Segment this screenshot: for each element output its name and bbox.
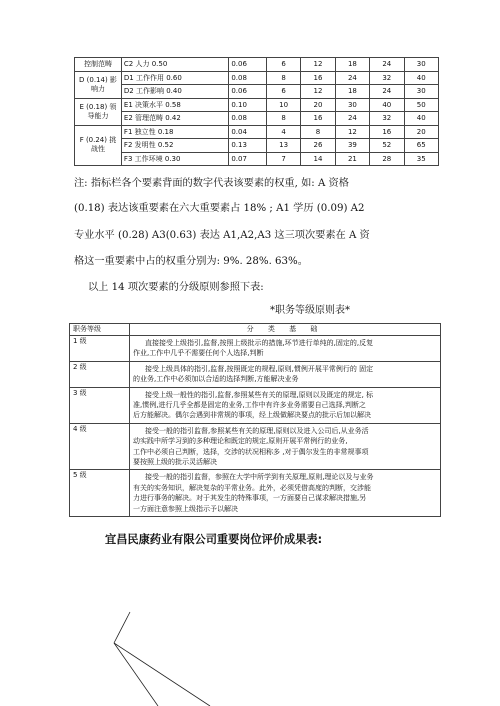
grade-level: 1 级	[70, 336, 130, 362]
score-cell: 6	[266, 58, 300, 72]
table-row	[75, 152, 439, 166]
score-cell: 12	[301, 58, 335, 72]
table-header-row	[70, 324, 441, 336]
sub-factor-cell: F3 工作环境 0.30	[121, 152, 228, 166]
score-cell: 35	[404, 152, 438, 166]
score-cell: 8	[266, 71, 300, 85]
score-cell: 65	[404, 139, 438, 153]
description-line: 力进行事务的解决。对于其发生的特殊事项，一方面要自己谋求解决措施,另	[133, 494, 367, 503]
job-grade-table	[69, 323, 441, 517]
table-row	[70, 336, 441, 362]
sub-factor-cell: E1 决策水平 0.58	[121, 98, 228, 112]
grade-description	[130, 470, 441, 517]
grade-description	[130, 423, 441, 470]
score-cell: 32	[370, 112, 404, 126]
description-line: 接受上级具体的指引,监督,按照既定的规程,原则,惯例开展平常例行的 固定	[145, 364, 374, 373]
table-row	[75, 112, 439, 126]
category-cell: F (0.24) 挑战性	[75, 125, 122, 166]
weight-cell: 0.06	[229, 58, 267, 72]
description-line: 准,惯例,进行几乎全都是固定的业务,工作中有许多业务需要自己选择,判断之	[133, 401, 366, 410]
score-cell: 30	[335, 98, 369, 112]
table-row	[75, 58, 439, 72]
score-cell: 24	[335, 112, 369, 126]
grade-level: 3 级	[70, 387, 130, 423]
sub-factor-cell: F2 发明性 0.52	[121, 139, 228, 153]
score-cell: 21	[335, 152, 369, 166]
score-cell: 26	[301, 139, 335, 153]
score-cell: 39	[335, 139, 369, 153]
weight-cell: 0.08	[229, 71, 267, 85]
score-cell: 14	[301, 152, 335, 166]
description-line: 作业,工作中几乎不需要任何个人选择,判断	[133, 349, 264, 358]
grade-level: 4 级	[70, 423, 130, 470]
score-cell: 12	[335, 125, 369, 139]
weight-cell: 0.07	[229, 152, 267, 166]
sub-factor-cell: C2 人力 0.50	[121, 58, 228, 72]
description-line: 接受上级一般性的指引,监督,参照某些有关的原理,原则以及既定的规定, 标	[145, 390, 374, 399]
score-cell: 24	[370, 58, 404, 72]
score-cell: 20	[301, 98, 335, 112]
description-line: 后方能解决。偶尔会遇到非常规的事项，经上级做解决要点的批示后加以解决	[133, 411, 371, 420]
score-cell: 52	[370, 139, 404, 153]
score-cell: 18	[335, 58, 369, 72]
score-cell: 7	[266, 152, 300, 166]
sub-factor-cell: F1 独立性 0.18	[121, 125, 228, 139]
weight-cell: 0.10	[229, 98, 267, 112]
score-cell: 24	[335, 71, 369, 85]
description-line: 工作中必须自己判断，选择，交涉的状况相称多 ,对于偶尔发生的非常规事项	[133, 447, 369, 456]
score-cell: 50	[404, 98, 438, 112]
weight-cell: 0.04	[229, 125, 267, 139]
score-cell: 30	[404, 85, 438, 99]
diagonal-line	[114, 643, 158, 706]
score-cell: 16	[370, 125, 404, 139]
note-line: 格这一重要素中占的权重分别为: 9%. 28%. 63%。	[74, 256, 308, 267]
column-header-basis: 分 类 基 础	[130, 324, 441, 336]
diagonal-line	[114, 643, 210, 706]
sub-factor-cell: D1 工作作用 0.60	[121, 71, 228, 85]
description-line: 直接接受上级指引,监督,按照上级批示的措施,环节进行单纯的,固定的,反复	[145, 339, 374, 347]
score-cell: 24	[370, 85, 404, 99]
sub-factor-cell: D2 工作影响 0.40	[121, 85, 228, 99]
score-cell: 8	[266, 112, 300, 126]
diagonal-line	[114, 612, 130, 643]
description-line: 接受一般的指引监督，参照在大学中所学到有关原理,原则,理论以及与业务	[145, 473, 374, 482]
score-cell: 20	[404, 125, 438, 139]
score-cell: 16	[301, 112, 335, 126]
grade-description	[130, 361, 441, 387]
table-row	[70, 470, 441, 517]
note-line: (0.18) 表达该重要素在六大重要素占 18% ; A1 学历 (0.09) A2	[74, 203, 365, 214]
weight-cell: 0.06	[229, 85, 267, 99]
factor-weight-table	[74, 57, 439, 166]
score-cell: 30	[404, 58, 438, 72]
grade-level: 2 级	[70, 361, 130, 387]
category-cell: 控制范畴	[75, 58, 122, 72]
table-row	[70, 387, 441, 423]
result-heading: 宜昌民康药业有限公司重要岗位评价成果表:	[105, 533, 323, 546]
score-cell: 6	[266, 85, 300, 99]
description-line: 动实践中所学习到的多种理论和既定的规定,原则开展平常例行的业务,	[133, 437, 348, 446]
grade-description	[130, 336, 441, 362]
grade-description	[130, 387, 441, 423]
table-row	[75, 125, 439, 139]
score-cell: 12	[301, 85, 335, 99]
score-cell: 16	[301, 71, 335, 85]
score-cell: 40	[404, 112, 438, 126]
score-cell: 40	[370, 98, 404, 112]
score-cell: 32	[370, 71, 404, 85]
score-cell: 18	[335, 85, 369, 99]
score-cell: 4	[266, 125, 300, 139]
description-line: 接受一般的指引监督,参照某些有关的原理,原则以及进入公司后,从业务活	[145, 426, 369, 435]
grade-level: 5 级	[70, 470, 130, 517]
table-row	[75, 98, 439, 112]
score-cell: 13	[266, 139, 300, 153]
score-cell: 8	[301, 125, 335, 139]
description-line: 一方面注意参照上级指示予以解决	[133, 504, 238, 513]
weight-cell: 0.08	[229, 112, 267, 126]
column-header-level: 职务等级	[70, 324, 130, 336]
description-line: 要按照上级的批示灵活解决	[133, 458, 217, 467]
note-line: 注: 指标栏各个要素背面的数字代表该要素的权重, 如: A 资格	[74, 178, 349, 189]
sub-factor-cell: E2 管理范畴 0.42	[121, 112, 228, 126]
table-row	[75, 85, 439, 99]
table-row	[75, 139, 439, 153]
score-cell: 10	[266, 98, 300, 112]
table-row	[70, 361, 441, 387]
category-cell: D (0.14) 影响力	[75, 71, 122, 98]
description-line: 有关的实务知识，解决复杂的平常业务。此外，必须凭借高度的判断，交涉能	[133, 483, 371, 492]
table-row	[70, 423, 441, 470]
category-cell: E (0.18) 领导能力	[75, 98, 122, 125]
score-cell: 28	[370, 152, 404, 166]
score-cell: 40	[404, 71, 438, 85]
note-line: 专业水平 (0.28) A3(0.63) 表达 A1,A2,A3 这三项次要素在 A 资	[74, 230, 370, 241]
table-caption: *职务等级原则表*	[270, 305, 350, 316]
weight-cell: 0.13	[229, 139, 267, 153]
table-row	[75, 71, 439, 85]
intro-text: 以上 14 项次要素的分级原则参照下表:	[88, 282, 264, 293]
description-line: 的业务,工作中必须加以合适的选择判断,方能解决业务	[133, 375, 299, 384]
